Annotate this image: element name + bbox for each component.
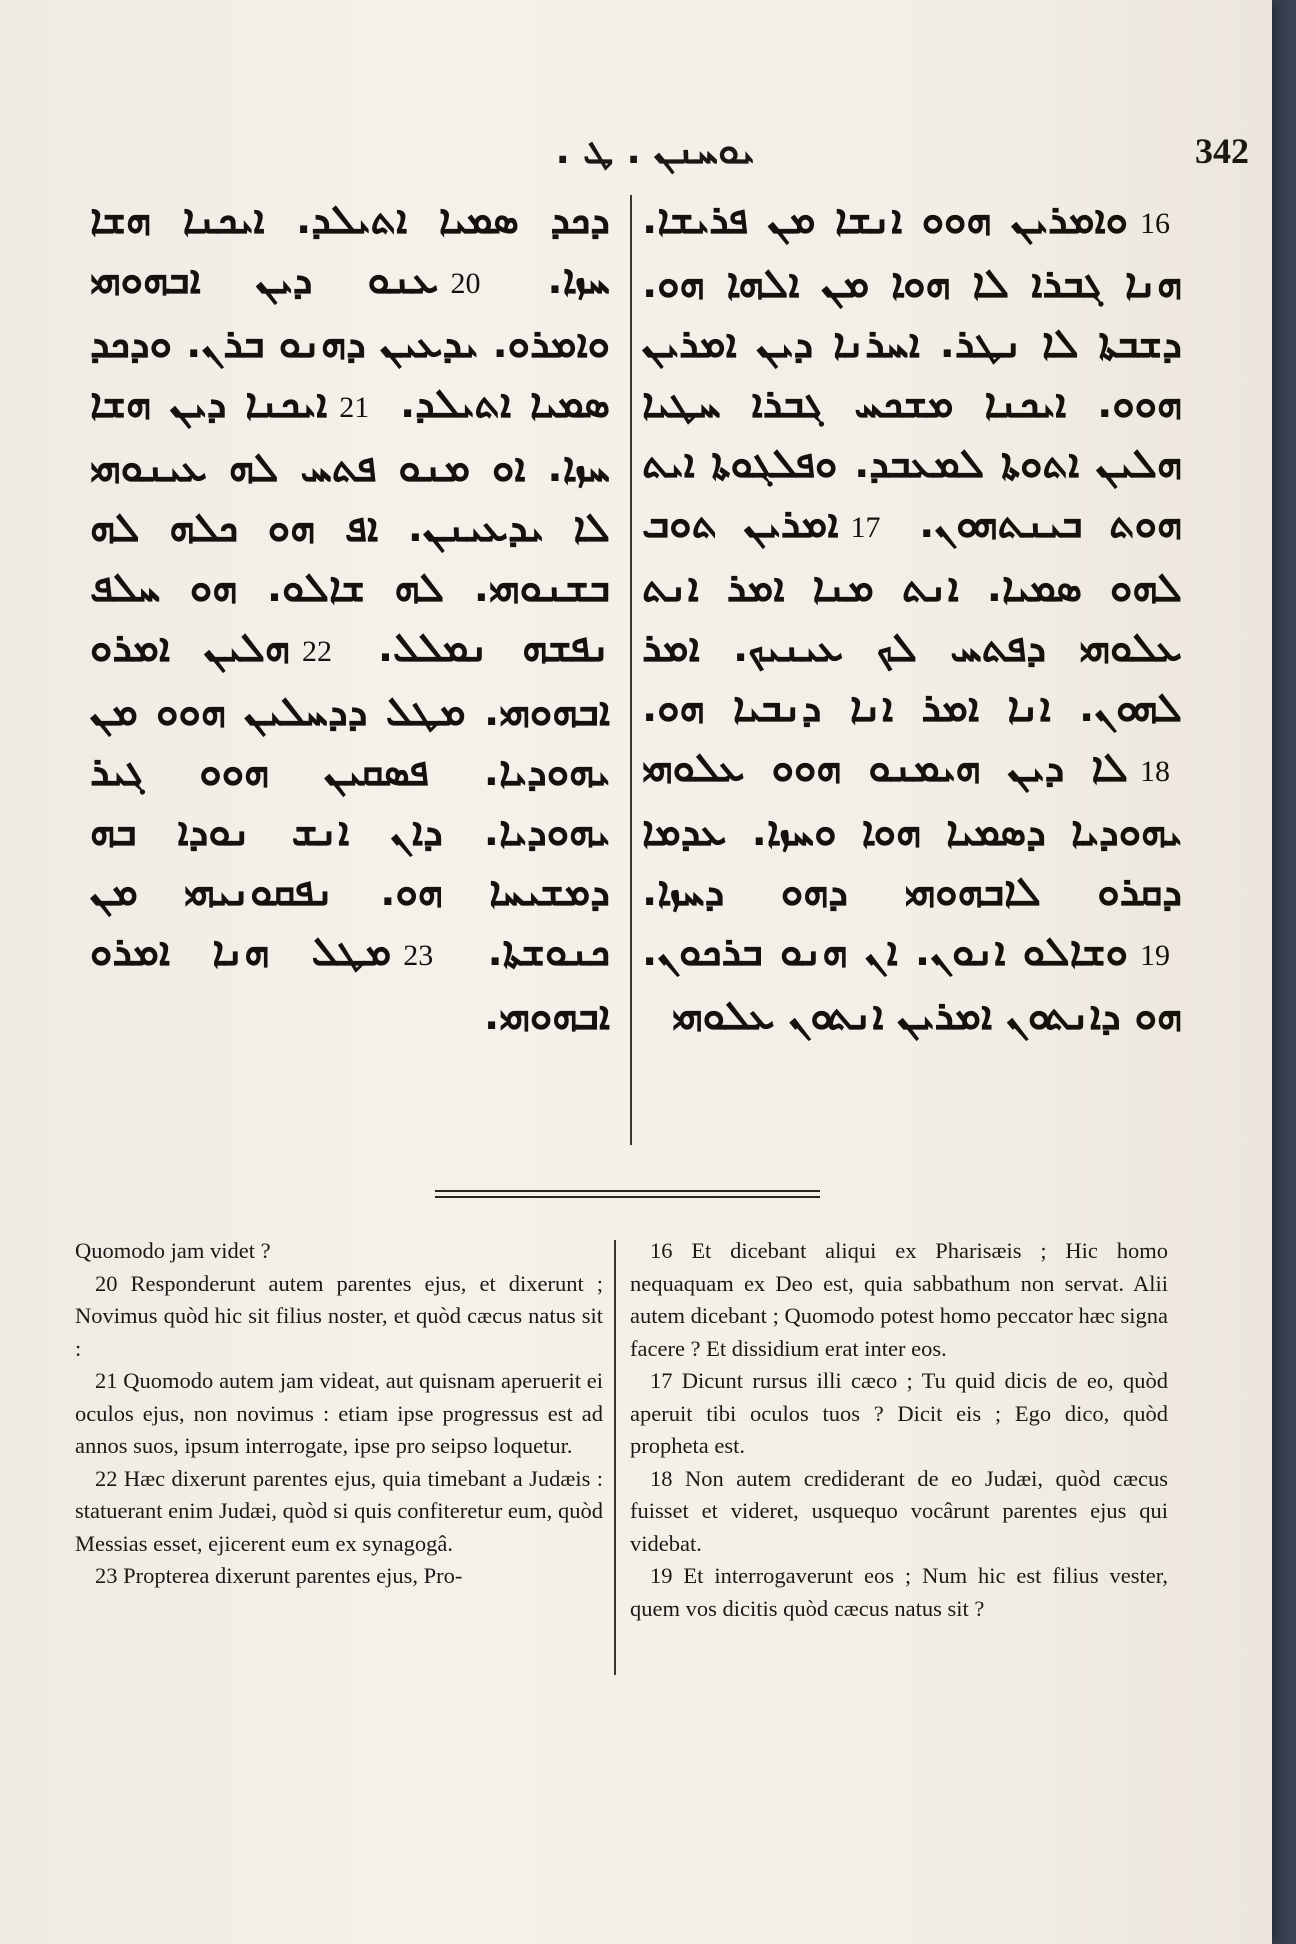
- latin-verse: 20 Responderunt autem parentes ejus, et dixerunt ; Novimus quòd hic sit filius noster, et quòd cæcus natus sit :: [75, 1270, 603, 1361]
- latin-verse: Quomodo jam videt ?: [75, 1238, 271, 1263]
- syriac-verse-text: ܡܛܠ ܗܢܐ ܐܡܪܘ ܐܒܗܘܗܝ.: [90, 929, 610, 1039]
- syriac-verse-text: ܠܐ ܕܝܢ ܗܝܡܢܘ ܗܘܘ ܥܠܘܗܝ ܝܗܘܕܝܐ ܕܣܡܝܐ ܗܘܐ ܘܚܙܐ. ܥܕܡܐ ܕܩܪܘ ܠܐܒܗܘܗܝ ܕܗܘ ܕܚܙܐ.: [642, 745, 1182, 915]
- latin-verse: 18 Non autem crediderant de eo Judæi, quòd cæcus fuisset et videret, usquequo vocârunt parentes ejus qui videbat.: [630, 1465, 1168, 1556]
- syriac-verse: [90, 625, 610, 975]
- syriac-verse-text: ܐܝܟܢܐ ܕܝܢ ܗܫܐ ܚܙܐ. ܐܘ ܡܢܘ ܦܬܚ ܠܗ ܥܝܢܘܗܝ ܠܐ ܝܕܥܝܢܢ. ܐܦ ܗܘ ܟܠܗ ܠܗ ܒܫܢܘܗܝ. ܠܗ ܫܐܠܘ. ܗܘ ܚܠܦ ܢܦܫܗ ܢܡܠܠ.: [90, 381, 610, 671]
- verse-number: 22: [301, 635, 332, 668]
- verse-number: 17: [850, 511, 881, 544]
- verse-number: 19: [1140, 939, 1170, 972]
- verse-number: 16: [1140, 207, 1170, 240]
- running-header: ܝܘܚܢܢ . ܛ .: [555, 128, 755, 172]
- verse-number: 18: [1140, 755, 1170, 788]
- syriac-verse-text: ܕܟܕ ܣܡܝܐ ܐܬܝܠܕ. ܐܝܟܢܐ ܗܫܐ ܚܙܐ.: [90, 197, 610, 303]
- syriac-column-right: [642, 190, 1182, 1150]
- syriac-verse: [642, 197, 1182, 547]
- syriac-verse-text: ܐܡܪܝܢ ܬܘܒ ܠܗܘ ܣܡܝܐ. ܐܢܬ ܡܢܐ ܐܡܪ ܐܢܬ ܥܠܘܗܝ ܕܦܬܚ ܠܟ ܥܝܢܝܟ. ܐܡܪ ܠܗܘܢ. ܐܢܐ ܐܡܪ ܐܢܐ ܕܢܒܝܐ ܗܘ.: [642, 501, 1182, 731]
- latin-column-right: [630, 1235, 1168, 1695]
- section-separator-rule: [435, 1190, 820, 1198]
- latin-verse: 19 Et interrogaverunt eos ; Num hic est filius vester, quem vos dicitis quòd cæcus natus sit ?: [630, 1563, 1168, 1621]
- syriac-verse: [642, 929, 1182, 1039]
- latin-column-left: [75, 1235, 603, 1695]
- latin-verse: 21 Quomodo autem jam videat, aut quisnam aperuerit ei oculos ejus, non novimus : etiam ipse progressus est ad annos suos, ipsum interrogate, ipse pro seipso loquetur.: [75, 1368, 603, 1458]
- verse-number: 20: [450, 267, 481, 300]
- latin-verse: 16 Et dicebant aliqui ex Pharisæis ; Hic homo nequaquam ex Deo est, quia sabbathum non servat. Alii autem dicebant ; Quomodo potest homo peccator hæc signa facere ? Et dissidium erat inter eos.: [630, 1238, 1168, 1361]
- verse-number: 23: [403, 939, 434, 972]
- syriac-verse: [642, 745, 1182, 915]
- syriac-verse-text: ܥܢܘ ܕܝܢ ܐܒܗܘܗܝ ܘܐܡܪܘ. ܝܕܥܝܢ ܕܗܢܘ ܒܪܢ. ܘܕܟܕ ܣܡܝܐ ܐܬܝܠܕ.: [90, 257, 610, 427]
- column-divider: [630, 195, 632, 1145]
- latin-verse: 17 Dicunt rursus illi cæco ; Tu quid dicis de eo, quòd aperuit tibi oculos tuos ? Dicit eis ; Ego dico, quòd propheta est.: [630, 1368, 1168, 1458]
- column-divider: [614, 1240, 616, 1675]
- latin-verse: 22 Hæc dixerunt parentes ejus, quia timebant a Judæis : statuerant enim Judæi, quòd si quis confiteretur eum, quòd Messias esset, ejicerent eum ex synagogâ.: [75, 1465, 603, 1556]
- syriac-verse-text: ܘܫܐܠܘ ܐܢܘܢ. ܐܢ ܗܢܘ ܒܪܟܘܢ. ܗܘ ܕܐܢܬܘܢ ܐܡܪܝܢ ܐܢܬܘܢ ܥܠܘܗܝ: [642, 929, 1182, 1039]
- verse-number: 21: [339, 391, 370, 424]
- syriac-column-left: [90, 190, 610, 1150]
- latin-verse: 23 Propterea dixerunt parentes ejus, Pro-: [95, 1563, 463, 1588]
- page-number: 342: [1195, 131, 1249, 171]
- syriac-verse-text: ܗܠܝܢ ܐܡܪܘ ܐܒܗܘܗܝ. ܡܛܠ ܕܕܚܠܝܢ ܗܘܘ ܡܢ ܝܗܘܕܝܐ. ܦܣܩܝܢ ܗܘܘ ܓܝܪ ܝܗܘܕܝܐ. ܕܐܢ ܐܢܫ ܢܘܕܐ ܒܗ ܕܡܫܝܚܐ ܗܘ. ܢܦܩܘܢܝܗܝ ܡܢ ܟܢܘܫܬܐ.: [90, 625, 610, 975]
- syriac-verse-text: ܘܐܡܪܝܢ ܗܘܘ ܐܢܫܐ ܡܢ ܦܪܝܫܐ. ܗܢܐ ܓܒܪܐ ܠܐ ܗܘܐ ܡܢ ܐܠܗܐ ܗܘ. ܕܫܒܬܐ ܠܐ ܢܛܪ. ܐܚܪܢܐ ܕܝܢ ܐܡܪܝܢ ܗܘܘ. ܐܝܟܢܐ ܡܫܟܚ ܓܒܪܐ ܚܛܝܐ ܗܠܝܢ ܐܬܘܬܐ ܠܡܥܒܕ. ܘܦܠܓܘܬܐ ܐܝܬ ܗܘܬ ܒܝܢܬܗܘܢ.: [642, 197, 1182, 547]
